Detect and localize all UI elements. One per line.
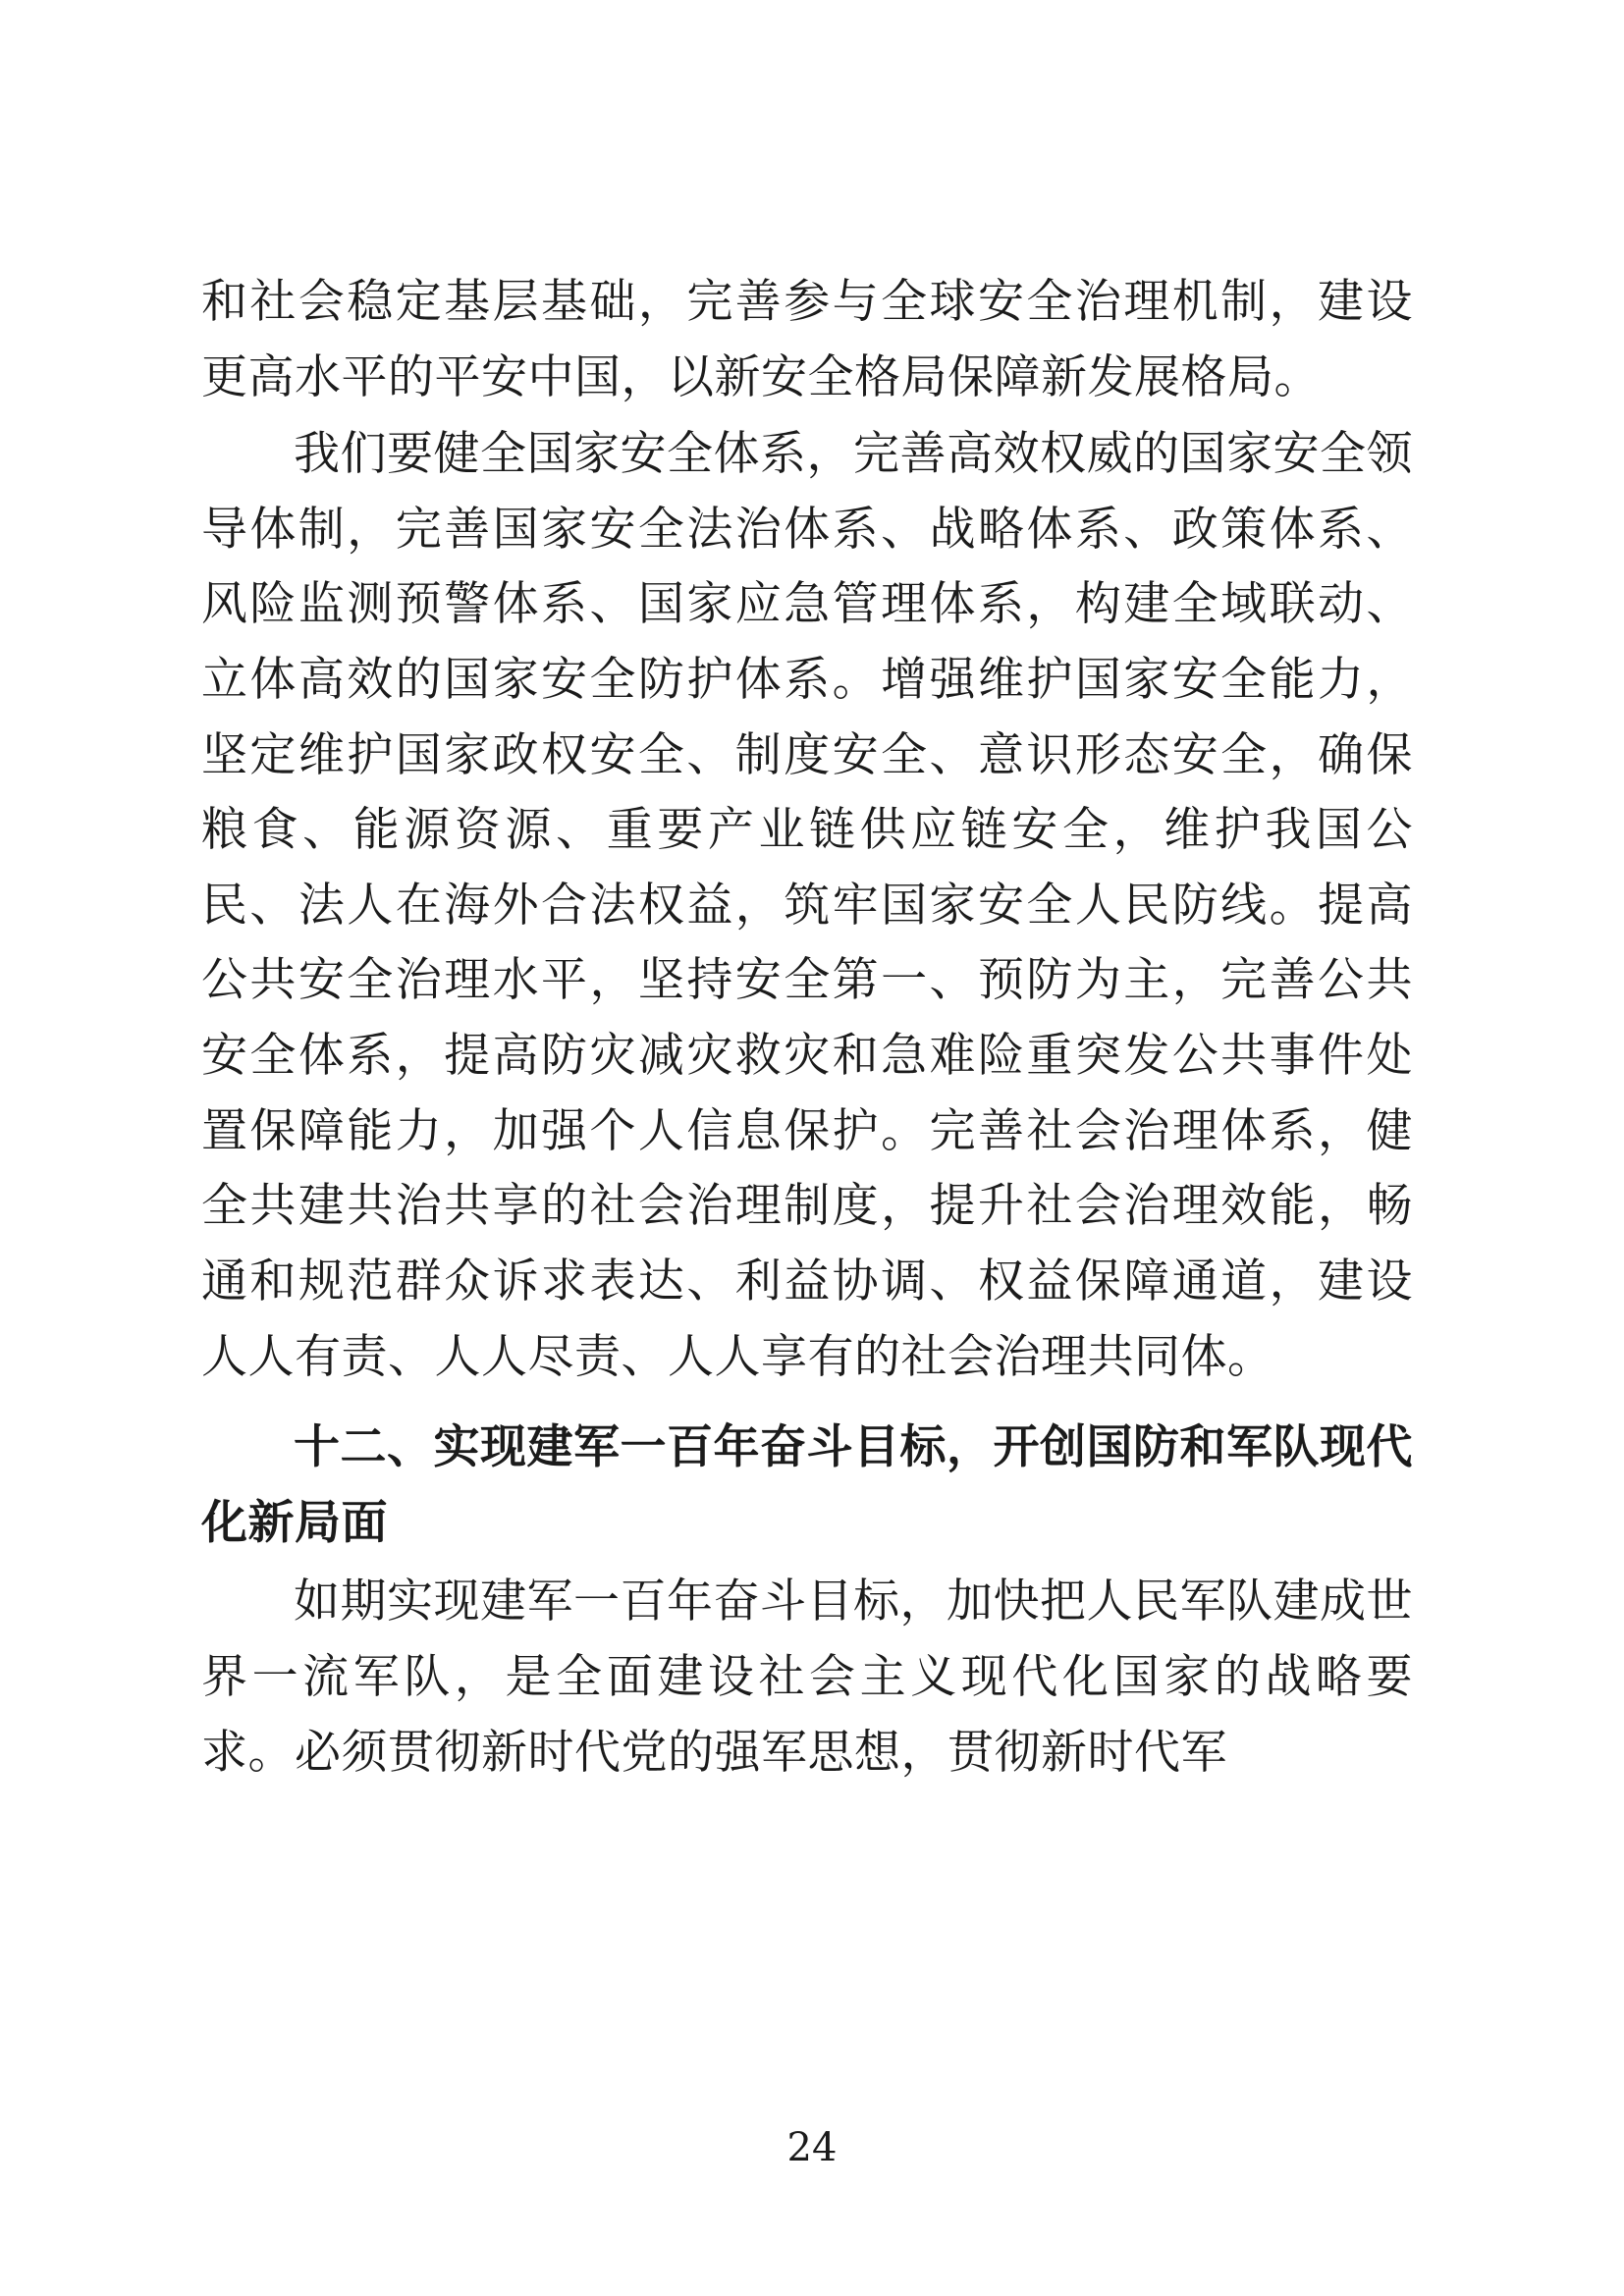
paragraph-military-goal: 如期实现建军一百年奋斗目标，加快把人民军队建成世界一流军队，是全面建设社会主义现代化国家的战略要求。必须贯彻新时代党的强军思想，贯彻新时代军 — [201, 1575, 1413, 1780]
page-number: 24 — [786, 2125, 838, 2170]
paragraph-continued: 和社会稳定基层基础，完善参与全球安全治理机制，建设更高水平的平安中国，以新安全格局保障新发展格局。 — [201, 275, 1413, 404]
section-heading: 十二、实现建军一百年奋斗目标，开创国防和军队现代化新局面 — [201, 1420, 1413, 1550]
paragraph-national-security-system: 我们要健全国家安全体系，完善高效权威的国家安全领导体制，完善国家安全法治体系、战略体系、政策体系、风险监测预警体系、国家应急管理体系，构建全域联动、立体高效的国家安全防护体系。增强维护国家安全能力，坚定维护国家政权安全、制度安全、意识形态安全，确保粮食、能源资源、重要产业链供应链安全，维护我国公民、法人在海外合法权益，筑牢国家安全人民防线。提高公共安全治理水平，坚持安全第一、预防为主，完善公共安全体系，提高防灾减灾救灾和急难险重突发公共事件处置保障能力，加强个人信息保护。完善社会治理体系，健全共建共治共享的社会治理制度，提升社会治理效能，畅通和规范群众诉求表达、利益协调、权益保障通道，建设人人有责、人人尽责、人人享有的社会治理共同体。 — [201, 427, 1413, 1384]
